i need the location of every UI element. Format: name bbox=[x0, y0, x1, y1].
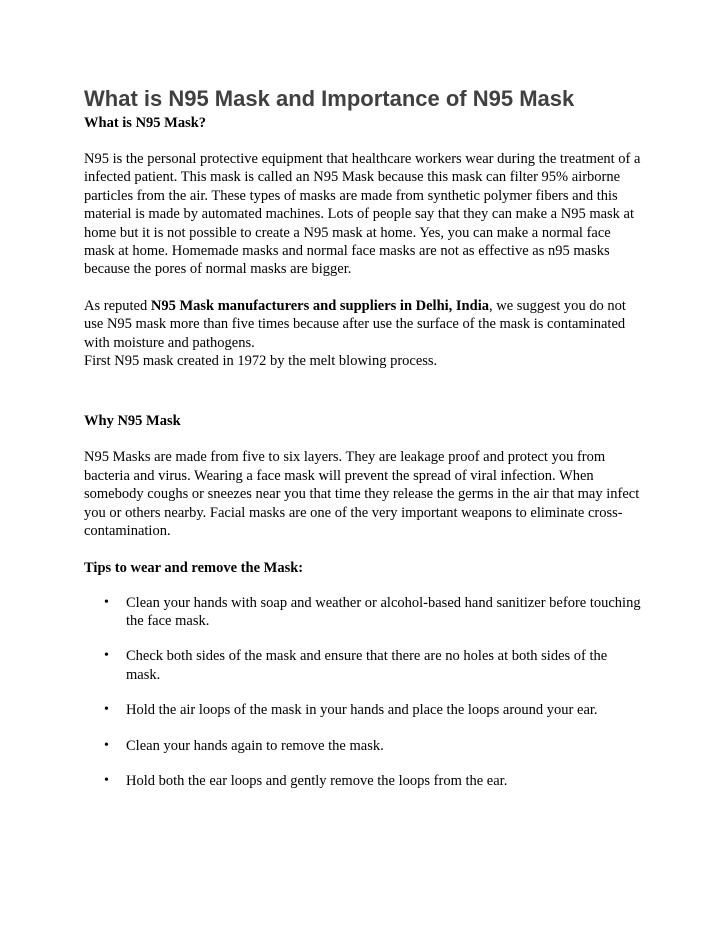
tip-text: Hold the air loops of the mask in your hands and place the loops around your ear. bbox=[126, 702, 598, 719]
paragraph-why: N95 Masks are made from five to six layers. They are leakage proof and protect you from bacteria and virus. Wearing a face mask will prevent the spread of viral infection. When somebody coughs or sneezes near you that time they release the germs in the air that may infect you or others nearby. Facial masks are one of the very important weapons to eliminate cross-contamination. bbox=[84, 449, 640, 540]
tip-text: Check both sides of the mask and ensure that there are no holes at both sides of the mask. bbox=[126, 648, 608, 683]
bullet-icon: • bbox=[104, 772, 109, 788]
list-item bbox=[84, 737, 644, 755]
paragraph-history: First N95 mask created in 1972 by the melt blowing process. bbox=[84, 353, 438, 370]
document-page bbox=[84, 86, 644, 807]
section-heading-tips: Tips to wear and remove the Mask: bbox=[84, 559, 304, 576]
paragraph-manufacturers-suffix: , we suggest you do not use N95 mask more than five times because after use the surface of the mask is contaminated with moisture and pathogens. bbox=[84, 297, 626, 351]
paragraph-manufacturers-prefix: As reputed bbox=[84, 297, 151, 314]
bullet-icon: • bbox=[104, 702, 109, 718]
page-title: What is N95 Mask and Importance of N95 Mask bbox=[84, 86, 575, 111]
tip-text: Hold both the ear loops and gently remove the loops from the ear. bbox=[126, 772, 508, 789]
list-item bbox=[84, 647, 644, 684]
bullet-icon: • bbox=[104, 594, 109, 610]
tip-text: Clean your hands with soap and weather or alcohol-based hand sanitizer before touching the face mask. bbox=[126, 594, 641, 629]
section-heading-why: Why N95 Mask bbox=[84, 413, 181, 430]
section-heading-what-is: What is N95 Mask? bbox=[84, 115, 207, 131]
tip-text: Clean your hands again to remove the mask. bbox=[126, 737, 384, 754]
bullet-icon: • bbox=[104, 737, 109, 753]
list-item bbox=[84, 594, 644, 631]
paragraph-intro: N95 is the personal protective equipment that healthcare workers wear during the treatment of a infected patient. This mask is called an N95 Mask because this mask can filter 95% airborne particles from the air. These types of masks are made from synthetic polymer fibers and this material is made by automated machines. Lots of people say that they can make a N95 mask at home but it is not possible to create a N95 mask at home. Yes, you can make a normal face mask at home. Homemade masks and normal face masks are not as effective as n95 masks because the pores of normal masks are bigger. bbox=[84, 151, 641, 278]
spacer bbox=[84, 370, 644, 412]
tips-list bbox=[84, 594, 644, 791]
paragraph-manufacturers bbox=[84, 297, 644, 352]
list-item bbox=[84, 772, 644, 790]
bullet-icon: • bbox=[104, 648, 109, 664]
manufacturers-bold-text: N95 Mask manufacturers and suppliers in Delhi, India bbox=[150, 297, 489, 314]
list-item bbox=[84, 701, 644, 719]
